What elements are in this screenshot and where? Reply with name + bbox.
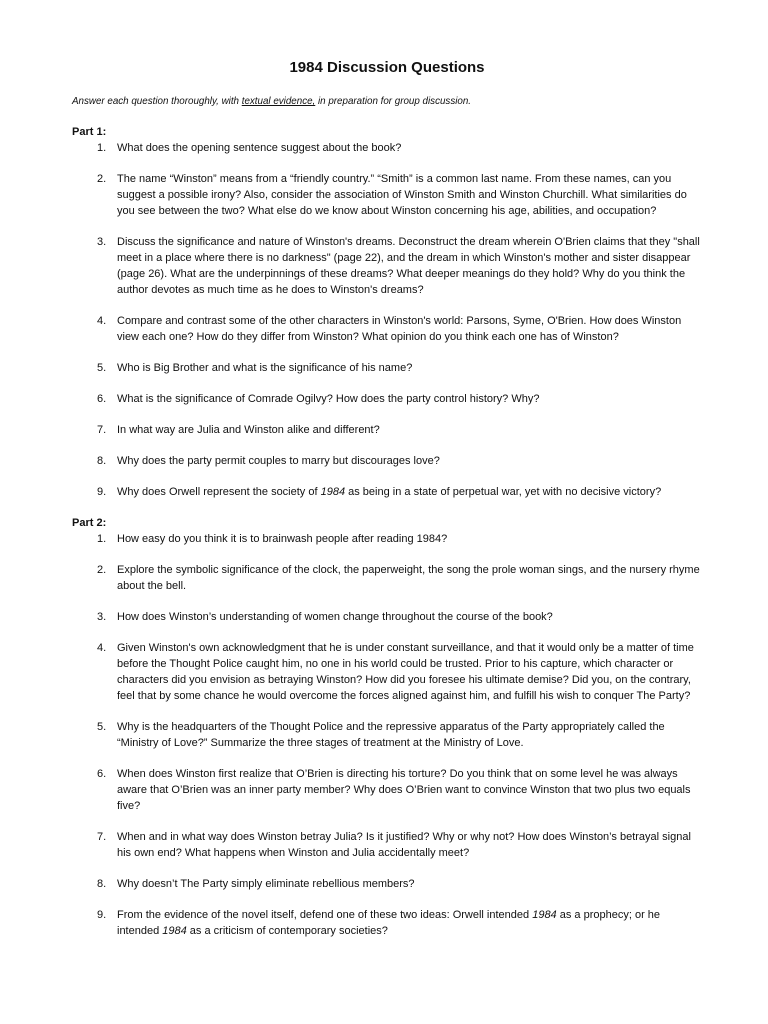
question-item <box>72 313 702 345</box>
novel-title-italic: 1984 <box>532 909 557 921</box>
question-number: 9. <box>97 909 107 921</box>
question-text: When does Winston first realize that O’Brien is directing his torture? Do you think that on some level he was always aware that O’Brien was an inner party member? Why does O’Brien want to convince Winston that two plus two equals five? <box>117 768 691 812</box>
instructions <box>72 94 702 110</box>
novel-title-italic: 1984 <box>162 925 187 937</box>
question-item <box>72 140 702 156</box>
question-item <box>72 876 702 892</box>
instructions-before: Answer each question thoroughly, with <box>72 96 242 107</box>
question-item <box>72 719 702 751</box>
question-number: 7. <box>97 831 107 843</box>
question-item <box>72 609 702 625</box>
part-1-section <box>72 124 702 500</box>
question-item <box>72 422 702 438</box>
question-text: Why is the headquarters of the Thought Police and the repressive apparatus of the Party appropriately called the “Ministry of Love?” Summarize the three stages of treatment at the Ministry of Love. <box>117 721 665 749</box>
question-number: 6. <box>97 393 107 405</box>
question-text-part: Why does Orwell represent the society of <box>117 486 321 498</box>
question-item <box>72 391 702 407</box>
part-heading: Part 1: <box>72 126 107 138</box>
question-text: Why doesn’t The Party simply eliminate rebellious members? <box>117 878 415 890</box>
question-text-part: as a criticism of contemporary societies? <box>186 925 388 937</box>
novel-title-italic: 1984 <box>320 486 346 498</box>
question-text: What is the significance of Comrade Ogilvy? How does the party control history? Why? <box>117 393 540 405</box>
question-number: 4. <box>97 642 107 654</box>
question-text: When and in what way does Winston betray Julia? Is it justified? Why or why not? How does Winston’s betrayal signal his own end? What happens when Winston and Julia accidentally meet? <box>117 831 691 859</box>
question-item <box>72 453 702 469</box>
question-number: 3. <box>97 236 107 248</box>
question-item <box>72 640 702 704</box>
question-number: 1. <box>97 142 107 154</box>
question-text: Given Winston's own acknowledgment that he is under constant surveillance, and that it would only be a matter of time before the Thought Police caught him, no one in his world could be trusted. Prior to his capture, which character or characters did you envision as betraying Winston? How did you foresee his ultimate demise? Did you, on the contrary, feel that by some chance he would overcome the forces aligned against him, and fulfill his wish to conquer The Party? <box>117 642 694 702</box>
question-item <box>72 766 702 814</box>
question-number: 1. <box>97 533 107 545</box>
question-number: 2. <box>97 173 107 185</box>
question-text: How easy do you think it is to brainwash people after reading 1984? <box>117 533 448 545</box>
question-item <box>72 907 702 939</box>
part-heading: Part 2: <box>72 517 107 529</box>
question-text: The name “Winston” means from a “friendly country.” “Smith” is a common last name. From these names, can you suggest a possible irony? Also, consider the association of Winston Smith and Winston Churchill. What similarities do you see between the two? What else do we know about Winston concerning his age, abilities, and occupation? <box>117 173 687 217</box>
question-number: 8. <box>97 878 107 890</box>
question-item <box>72 562 702 594</box>
question-text: Who is Big Brother and what is the significance of his name? <box>117 362 413 374</box>
document-title: 1984 Discussion Questions <box>289 59 485 76</box>
part-2-section <box>72 515 702 939</box>
question-text: Explore the symbolic significance of the clock, the paperweight, the song the prole woman sings, and the nursery rhyme about the bell. <box>117 564 700 592</box>
question-text: Compare and contrast some of the other characters in Winston's world: Parsons, Syme, O'Brien. How does Winston view each one? How do they differ from Winston? What opinion do you think each one has of Winston? <box>117 315 682 343</box>
question-item <box>72 171 702 219</box>
instructions-after: in preparation for group discussion. <box>315 96 472 107</box>
question-text <box>117 484 702 500</box>
question-item <box>72 531 702 547</box>
question-text: Discuss the significance and nature of Winston's dreams. Deconstruct the dream wherein O'Brien claims that they "shall meet in a place where there is no darkness" (page 22), and the dream in which Winston's mother and sister disappear (page 26). What are the underpinnings of these dreams? What deeper meanings do they hold? Why do you think the author devotes as much time as he does to Winston's dreams? <box>117 236 700 296</box>
question-text-part: From the evidence of the novel itself, defend one of these two ideas: Orwell intended <box>117 909 533 921</box>
question-list <box>72 140 702 500</box>
question-number: 6. <box>97 768 107 780</box>
question-number: 8. <box>97 455 107 467</box>
question-number: 4. <box>97 315 107 327</box>
question-text: What does the opening sentence suggest about the book? <box>117 142 402 154</box>
question-item <box>72 484 702 500</box>
question-text: Why does the party permit couples to marry but discourages love? <box>117 455 440 467</box>
question-number: 5. <box>97 362 107 374</box>
question-number: 2. <box>97 564 107 576</box>
question-number: 9. <box>97 486 107 498</box>
question-item <box>72 360 702 376</box>
question-item <box>72 829 702 861</box>
question-number: 3. <box>97 611 107 623</box>
question-item <box>72 234 702 298</box>
question-text-part: as a prophecy; or he intended <box>117 909 661 937</box>
question-number: 7. <box>97 424 107 436</box>
question-text: How does Winston’s understanding of women change throughout the course of the book? <box>117 611 553 623</box>
question-text-part: as being in a state of perpetual war, yet with no decisive victory? <box>345 486 662 498</box>
question-text <box>117 907 702 939</box>
instructions-underlined: textual evidence, <box>241 96 316 107</box>
question-number: 5. <box>97 721 107 733</box>
question-list <box>72 531 702 939</box>
question-text: In what way are Julia and Winston alike and different? <box>117 424 380 436</box>
